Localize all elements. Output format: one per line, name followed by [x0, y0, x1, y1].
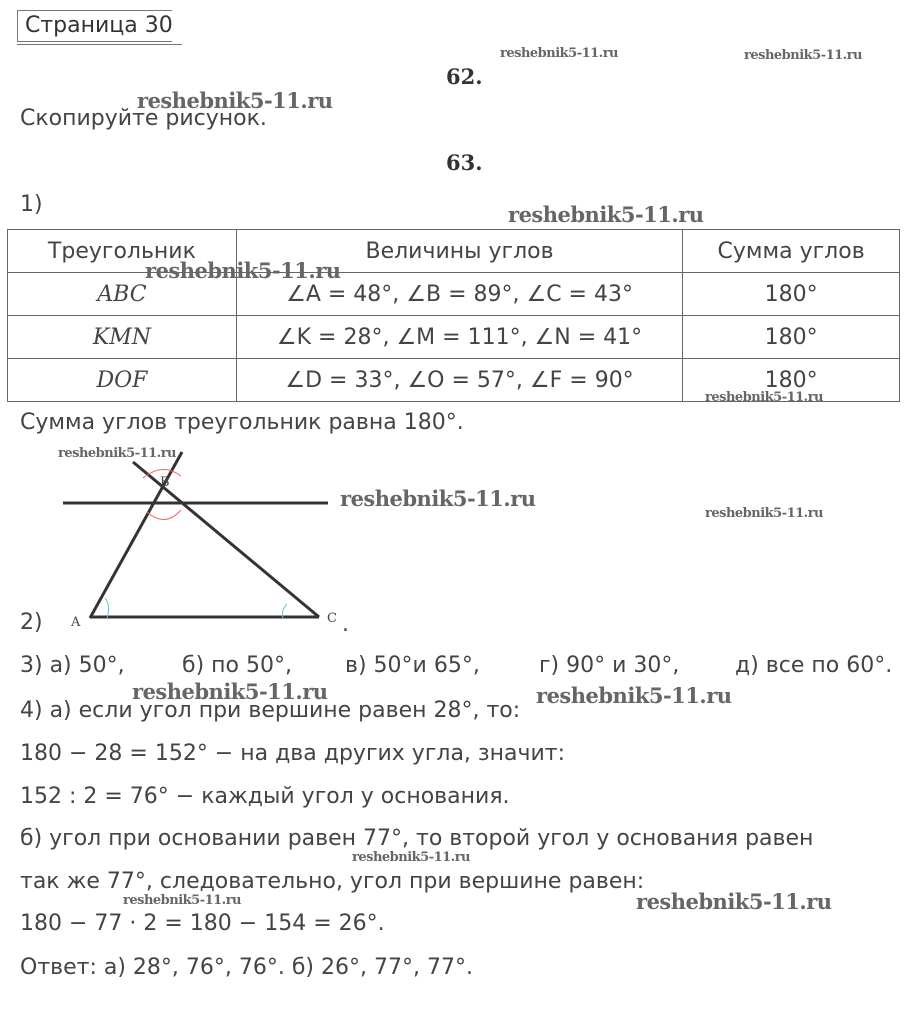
part3-e: д) все по 60°. — [735, 653, 893, 678]
table-header-row — [8, 230, 900, 273]
angles-table — [7, 229, 900, 402]
table-cell-angles: ∠A = 48°, ∠B = 89°, ∠C = 43° — [236, 273, 682, 316]
watermark: reshebnik5-11.ru — [500, 46, 619, 61]
table-cell-angles: ∠K = 28°, ∠M = 111°, ∠N = 41° — [236, 316, 682, 359]
part4-line: 180 − 28 = 152° − на два других угла, значит: — [20, 741, 566, 766]
table-cell-triangle: ABC — [8, 273, 237, 316]
part4-line: так же 77°, следовательно, угол при вершине равен: — [20, 869, 645, 894]
conclusion-text: Сумма углов треугольник равна 180°. — [20, 410, 464, 435]
table-cell-angles: ∠D = 33°, ∠O = 57°, ∠F = 90° — [236, 359, 682, 402]
page-label: Страница 30 — [17, 10, 172, 42]
angle-arc-a — [105, 598, 109, 618]
part2-label: 2) — [20, 610, 43, 635]
watermark: reshebnik5-11.ru — [705, 506, 824, 521]
page-label-underline — [17, 44, 182, 45]
angle-arc-b — [147, 510, 181, 520]
watermark: reshebnik5-11.ru — [123, 893, 242, 908]
task62-text: Скопируйте рисунок. — [20, 106, 267, 131]
table-cell-sum: 180° — [683, 359, 900, 402]
table-header: Сумма углов — [683, 230, 900, 273]
task-number-62: 62. — [446, 64, 483, 89]
part4-line: 4) а) если угол при вершине равен 28°, то: — [20, 698, 521, 723]
part2-dot: . — [342, 612, 349, 637]
table-cell-triangle: DOF — [8, 359, 237, 402]
table-row — [8, 316, 900, 359]
vertex-label-c: C — [327, 611, 337, 626]
watermark: reshebnik5-11.ru — [132, 679, 328, 704]
watermark: reshebnik5-11.ru — [536, 683, 732, 708]
table-header: Треугольник — [8, 230, 237, 273]
table-cell-triangle: KMN — [8, 316, 237, 359]
table-row — [8, 273, 900, 316]
part3-b: б) по 50°, — [182, 653, 292, 678]
vertex-label-b: B — [160, 475, 170, 490]
watermark: reshebnik5-11.ru — [352, 850, 471, 865]
task-number-63: 63. — [446, 150, 483, 175]
vertex-label-a: A — [71, 615, 81, 630]
table-cell-sum: 180° — [683, 316, 900, 359]
table-cell-sum: 180° — [683, 273, 900, 316]
part3-c: в) 50°и 65°, — [345, 653, 480, 678]
watermark: reshebnik5-11.ru — [340, 486, 536, 511]
watermark: reshebnik5-11.ru — [744, 48, 863, 63]
part1-label: 1) — [20, 192, 43, 217]
watermark: reshebnik5-11.ru — [636, 889, 832, 914]
part3-d: г) 90° и 30°, — [539, 653, 680, 678]
answer-text: Ответ: а) 28°, 76°, 76°. б) 26°, 77°, 77°. — [20, 955, 473, 980]
watermark: reshebnik5-11.ru — [508, 202, 704, 227]
table-header: Величины углов — [236, 230, 682, 273]
part4-line: б) угол при основании равен 77°, то второй угол у основания равен — [20, 826, 814, 851]
part3-a: 3) а) 50°, — [20, 653, 125, 678]
part4-line: 152 : 2 = 76° − каждый угол у основания. — [20, 784, 510, 809]
watermark: reshebnik5-11.ru — [705, 390, 824, 405]
watermark: reshebnik5-11.ru — [58, 446, 177, 461]
triangle-figure — [55, 440, 345, 640]
part4-line: 180 − 77 · 2 = 180 − 154 = 26°. — [20, 911, 385, 936]
watermark: reshebnik5-11.ru — [145, 258, 341, 283]
watermark: reshebnik5-11.ru — [137, 88, 333, 113]
